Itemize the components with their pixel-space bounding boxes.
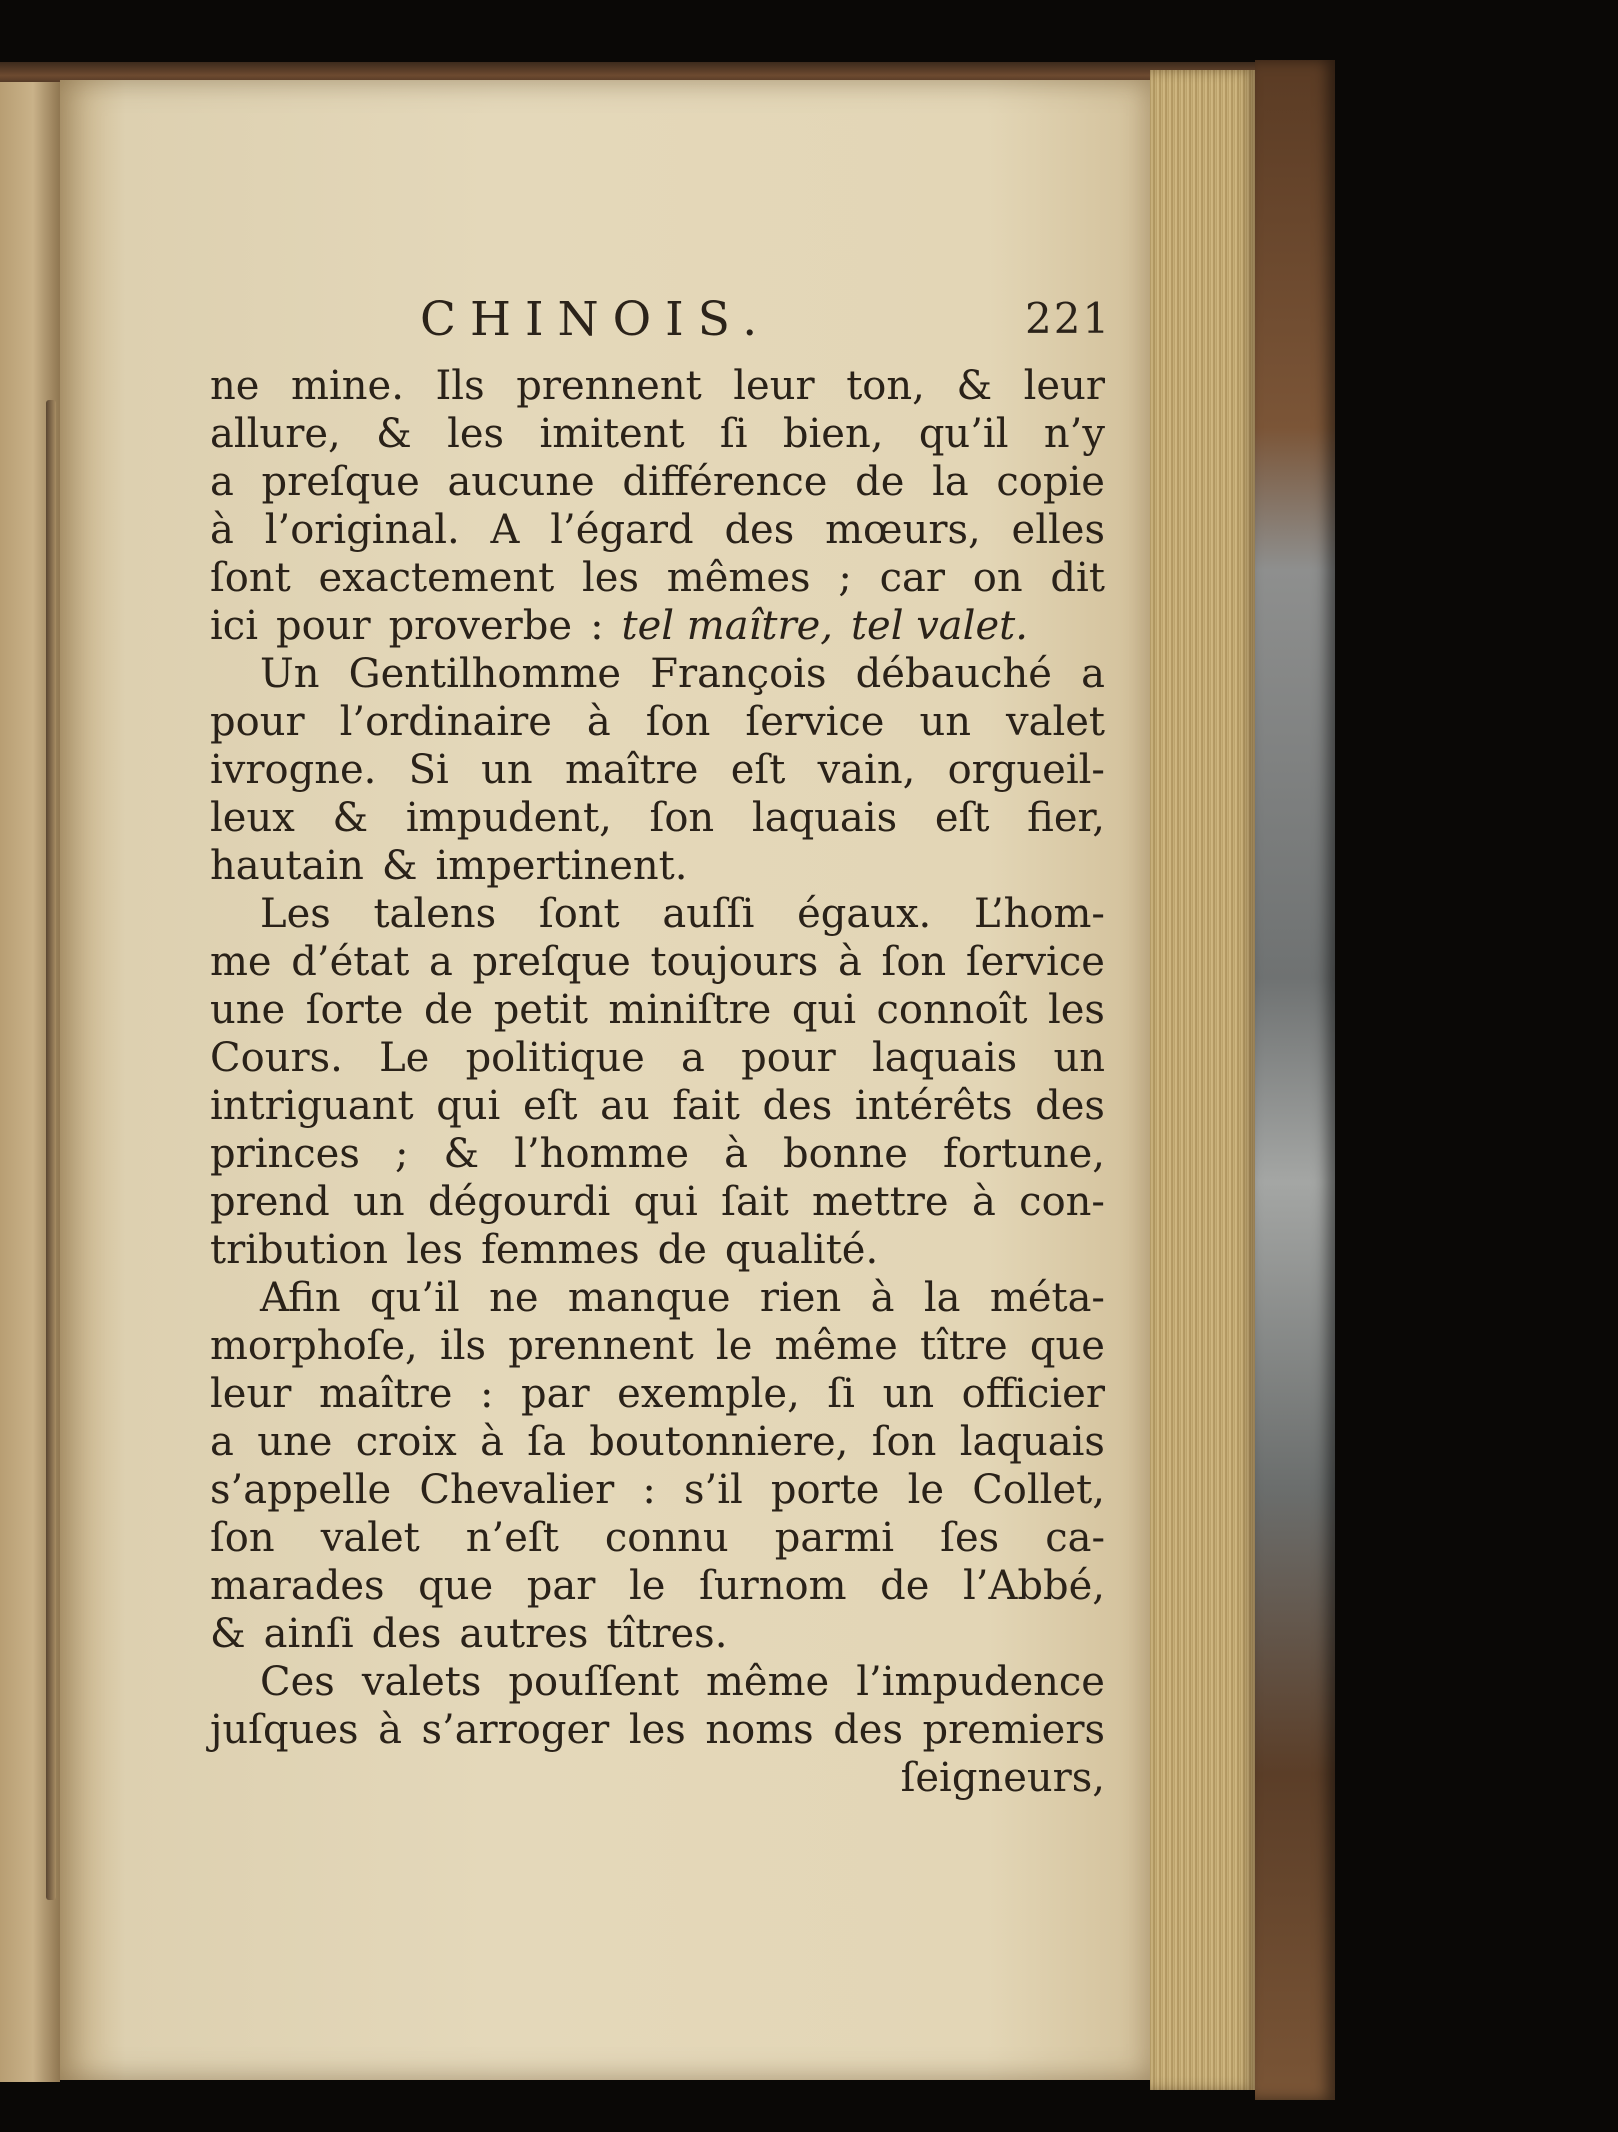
word: valet — [320, 1515, 420, 1561]
text-line — [210, 1178, 1105, 1226]
word: eſt — [934, 795, 990, 841]
word: fortune, — [943, 1131, 1105, 1177]
word: l’impudence — [856, 1659, 1105, 1705]
word: le — [907, 1467, 945, 1513]
text-line — [210, 1562, 1105, 1610]
word: dit — [1050, 555, 1105, 601]
word: prennent — [508, 1323, 694, 1369]
text-line — [210, 1034, 1105, 1082]
word: François — [650, 651, 827, 697]
text-line — [210, 554, 1105, 602]
word: a — [210, 459, 234, 505]
word: leur — [1023, 363, 1105, 409]
text-line — [210, 1226, 1105, 1274]
word: de — [423, 987, 474, 1033]
word: à — [870, 1275, 895, 1321]
word: & — [956, 363, 993, 409]
word: pour — [741, 1035, 836, 1081]
word: marades — [210, 1563, 385, 1609]
word: ne — [210, 363, 260, 409]
word: pour — [210, 699, 305, 745]
word: leux — [210, 795, 295, 841]
word: à — [724, 1131, 748, 1177]
word: fait — [672, 1083, 740, 1129]
text-line — [210, 1754, 1105, 1802]
word: des — [371, 1611, 442, 1657]
word: & — [443, 1131, 480, 1177]
word: elles — [1011, 507, 1105, 553]
word: tel valet. — [850, 603, 1028, 649]
text-line — [210, 890, 1105, 938]
word: connu — [604, 1515, 729, 1561]
text-line — [210, 842, 1105, 890]
book-cover-edge — [1255, 60, 1335, 2100]
word: débauché — [855, 651, 1052, 697]
word: l’Abbé, — [962, 1563, 1105, 1609]
word: des — [833, 1707, 903, 1753]
word: laquais — [959, 1419, 1105, 1465]
word: A — [490, 507, 520, 553]
word: Chevalier — [419, 1467, 615, 1513]
word: ſon — [210, 1515, 275, 1561]
page-block-edges — [1150, 70, 1255, 2090]
text-line — [210, 746, 1105, 794]
word: juſques — [210, 1707, 359, 1753]
word: prennent — [516, 363, 702, 409]
word: ſa — [527, 1419, 566, 1465]
text-line — [210, 506, 1105, 554]
word: ivrogne. — [210, 747, 377, 793]
word: impertinent. — [435, 843, 688, 889]
word: ſeigneurs, — [900, 1755, 1105, 1801]
word: intriguant — [210, 1083, 414, 1129]
word: à — [837, 939, 862, 985]
word: une — [257, 1419, 333, 1465]
word: intérêts — [854, 1083, 1013, 1129]
word: ici — [210, 603, 258, 649]
word: mœurs, — [825, 507, 981, 553]
word: qui — [791, 987, 857, 1033]
word: par — [521, 1371, 590, 1417]
word: preſque — [261, 459, 420, 505]
text-line — [210, 1658, 1105, 1706]
word: prend — [210, 1179, 330, 1225]
word: autres — [459, 1611, 589, 1657]
text-line — [210, 938, 1105, 986]
word: rien — [759, 1275, 842, 1321]
word: connoît — [876, 987, 1028, 1033]
word: talens — [373, 891, 497, 937]
word: Un — [260, 651, 320, 697]
word: ſon — [649, 795, 715, 841]
word: n’y — [1043, 411, 1105, 457]
word: bien, — [782, 411, 884, 457]
word: femmes — [481, 1227, 640, 1273]
word: leur — [210, 1371, 292, 1417]
word: pouſſent — [508, 1659, 679, 1705]
word: morphoſe, — [210, 1323, 418, 1369]
word: ſont — [538, 891, 620, 937]
word: orgueil- — [947, 747, 1105, 793]
word: miniſtre — [608, 987, 772, 1033]
word: Afin — [260, 1275, 341, 1321]
word: dégourdi — [428, 1179, 611, 1225]
word: à — [586, 699, 611, 745]
word: que — [1029, 1323, 1105, 1369]
word: n’eſt — [465, 1515, 559, 1561]
word: laquais — [751, 795, 898, 841]
word: a — [681, 1035, 705, 1081]
text-line — [210, 1130, 1105, 1178]
word: l’homme — [514, 1131, 690, 1177]
word: exemple, — [617, 1371, 800, 1417]
word: valet — [1006, 699, 1105, 745]
text-line — [210, 1322, 1105, 1370]
word: con- — [1019, 1179, 1105, 1225]
word: ca- — [1045, 1515, 1105, 1561]
word: différence — [622, 459, 828, 505]
text-line — [210, 362, 1105, 410]
word: ſervice — [965, 939, 1105, 985]
word: un — [481, 747, 533, 793]
page-header — [60, 292, 1150, 352]
left-page-gutter — [46, 400, 56, 1900]
word: boutonniere, — [589, 1419, 849, 1465]
word: ſes — [940, 1515, 1000, 1561]
word: ſervice — [745, 699, 885, 745]
word: allure, — [210, 411, 341, 457]
word: une — [210, 987, 286, 1033]
word: les — [1047, 987, 1105, 1033]
word: de — [657, 1227, 707, 1273]
word: valets — [361, 1659, 482, 1705]
word: : — [479, 1371, 494, 1417]
text-line — [210, 1082, 1105, 1130]
word: égaux. — [797, 891, 932, 937]
text-line — [210, 698, 1105, 746]
word: ſon — [881, 939, 947, 985]
word: que — [418, 1563, 494, 1609]
word: & — [376, 411, 412, 457]
text-line — [210, 602, 1105, 650]
word: a — [1081, 651, 1105, 697]
word: à — [210, 507, 234, 553]
word: ſon — [645, 699, 711, 745]
word: ſont — [210, 555, 291, 601]
word: ſon — [871, 1419, 937, 1465]
text-line — [210, 410, 1105, 458]
word: preſque — [472, 939, 631, 985]
text-line — [210, 458, 1105, 506]
word: a — [428, 939, 453, 985]
word: des — [724, 507, 795, 553]
word: Les — [260, 891, 331, 937]
word: porte — [770, 1467, 880, 1513]
text-line — [210, 650, 1105, 698]
word: même — [774, 1323, 898, 1369]
word: exactement — [318, 555, 555, 601]
word: tribution — [210, 1227, 389, 1273]
word: s’arroger — [421, 1707, 610, 1753]
text-line — [210, 1274, 1105, 1322]
word: eſt — [522, 1083, 578, 1129]
text-line — [210, 794, 1105, 842]
word: parmi — [774, 1515, 895, 1561]
word: aucune — [447, 459, 595, 505]
word: fier, — [1027, 795, 1105, 841]
word: de — [880, 1563, 930, 1609]
word: le — [628, 1563, 666, 1609]
text-line — [210, 986, 1105, 1034]
word: ſi — [827, 1371, 855, 1417]
word: Cours. — [210, 1035, 343, 1081]
word: mêmes — [666, 555, 811, 601]
word: un — [353, 1179, 405, 1225]
word: maître — [564, 747, 699, 793]
word: premiers — [922, 1707, 1105, 1753]
word: qualité. — [724, 1227, 879, 1273]
word: ſi — [719, 411, 748, 457]
word: mettre — [812, 1179, 949, 1225]
word: & — [381, 843, 418, 889]
page-number: 221 — [1025, 294, 1112, 343]
word: ſorte — [305, 987, 404, 1033]
word: les — [582, 555, 639, 601]
word: l’égard — [550, 507, 694, 553]
word: tître — [919, 1323, 1008, 1369]
word: a — [210, 1419, 234, 1465]
word: s’il — [683, 1467, 743, 1513]
word: des — [762, 1083, 833, 1129]
word: Si — [408, 747, 449, 793]
word: la — [923, 1275, 961, 1321]
word: d’état — [291, 939, 410, 985]
word: Gentilhomme — [348, 651, 622, 697]
text-line — [210, 1466, 1105, 1514]
word: des — [1035, 1083, 1105, 1129]
word: les — [628, 1707, 686, 1753]
body-text — [210, 362, 1105, 1802]
word: auſſi — [662, 891, 755, 937]
word: petit — [493, 987, 588, 1033]
word: L’hom- — [973, 891, 1105, 937]
word: croix — [355, 1419, 457, 1465]
word: imitent — [539, 411, 685, 457]
word: : — [642, 1467, 656, 1513]
word: laquais — [872, 1035, 1018, 1081]
word: princes — [210, 1131, 360, 1177]
text-line — [210, 1370, 1105, 1418]
word: un — [1053, 1035, 1105, 1081]
word: maître — [318, 1371, 453, 1417]
word: ton, — [846, 363, 925, 409]
word: de — [855, 459, 905, 505]
word: manque — [567, 1275, 731, 1321]
word: qui — [633, 1179, 698, 1225]
word: ils — [439, 1323, 487, 1369]
word: même — [706, 1659, 830, 1705]
word: au — [600, 1083, 650, 1129]
word: Ces — [260, 1659, 335, 1705]
word: toujours — [650, 939, 819, 985]
word: & — [332, 795, 369, 841]
word: hautain — [210, 843, 364, 889]
word: à — [971, 1179, 996, 1225]
word: ne — [489, 1275, 539, 1321]
text-line — [210, 1610, 1105, 1658]
word: noms — [705, 1707, 814, 1753]
word: officier — [961, 1371, 1105, 1417]
word: leur — [733, 363, 815, 409]
text-line — [210, 1706, 1105, 1754]
word: Collet, — [972, 1467, 1105, 1513]
word: tel maître, — [621, 603, 833, 649]
word: Le — [379, 1035, 430, 1081]
word: ; — [838, 555, 852, 601]
word: ſait — [721, 1179, 789, 1225]
word: impudent, — [405, 795, 612, 841]
word: ; — [394, 1131, 409, 1177]
word: pour — [276, 603, 371, 649]
word: qu’il — [370, 1275, 460, 1321]
book-page — [60, 80, 1150, 2080]
word: tîtres. — [606, 1611, 728, 1657]
text-line — [210, 1418, 1105, 1466]
word: proverbe — [388, 603, 573, 649]
word: me — [210, 939, 272, 985]
word: ainſi — [263, 1611, 354, 1657]
word: vain, — [817, 747, 916, 793]
word: mine. — [291, 363, 404, 409]
word: eſt — [730, 747, 786, 793]
word: s’appelle — [210, 1467, 392, 1513]
word: ſurnom — [699, 1563, 847, 1609]
word: politique — [465, 1035, 645, 1081]
word: le — [715, 1323, 753, 1369]
word: l’ordinaire — [339, 699, 552, 745]
word: Ils — [435, 363, 485, 409]
word: les — [406, 1227, 464, 1273]
word: à — [480, 1419, 504, 1465]
word: copie — [996, 459, 1105, 505]
word: les — [447, 411, 505, 457]
word: un — [919, 699, 971, 745]
word: l’original. — [264, 507, 460, 553]
word: à — [378, 1707, 402, 1753]
word: & — [210, 1611, 246, 1657]
word: méta- — [989, 1275, 1105, 1321]
word: car — [879, 555, 945, 601]
word: bonne — [783, 1131, 908, 1177]
word: qui — [436, 1083, 501, 1129]
word: la — [932, 459, 969, 505]
word: qu’il — [918, 411, 1009, 457]
running-head: CHINOIS. — [420, 292, 772, 347]
word: par — [526, 1563, 596, 1609]
text-line — [210, 1514, 1105, 1562]
word: on — [972, 555, 1023, 601]
word: un — [882, 1371, 935, 1417]
word: : — [590, 603, 604, 649]
